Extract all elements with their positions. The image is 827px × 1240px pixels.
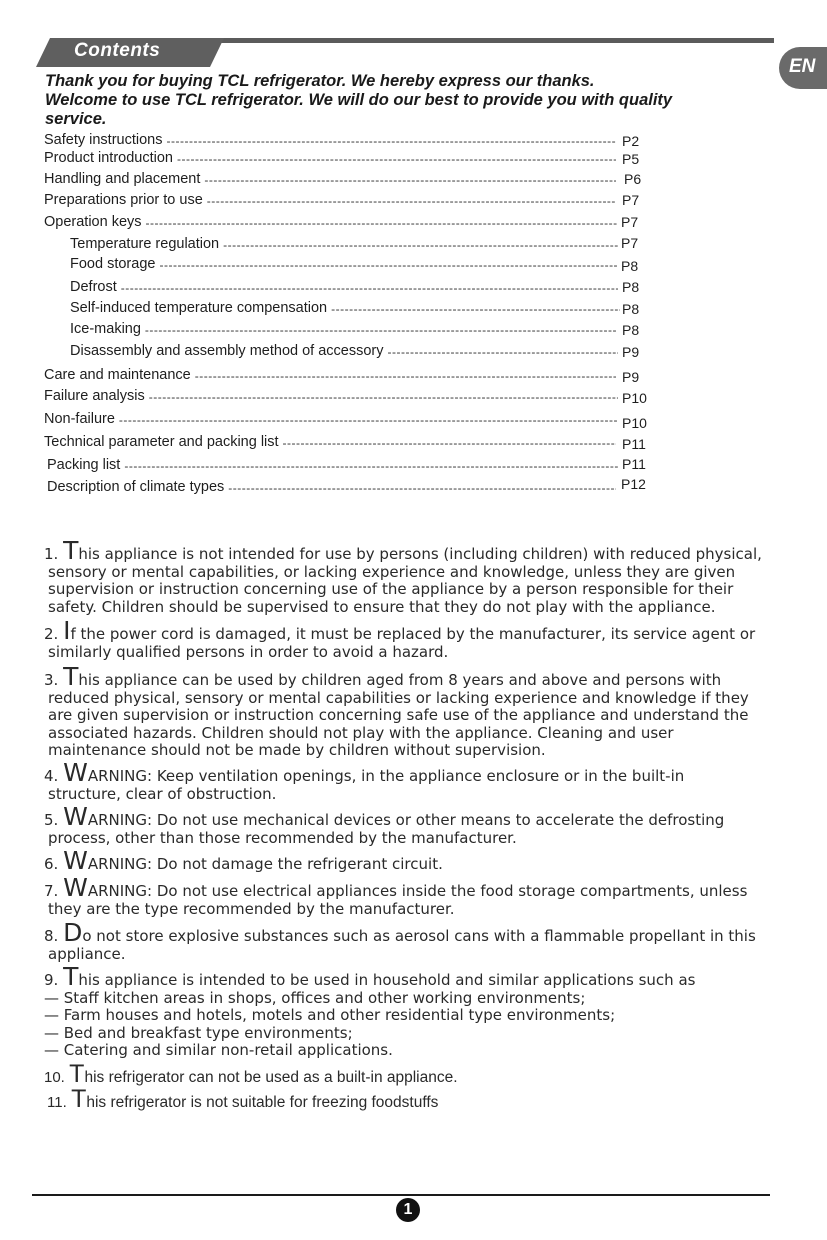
toc-label: Disassembly and assembly method of accessory xyxy=(70,343,384,359)
page-title: Contents xyxy=(74,40,161,61)
safety-item xyxy=(44,616,774,661)
toc-entry xyxy=(70,278,618,296)
safety-item xyxy=(44,758,774,803)
item-text: ARNING: Do not use mechanical devices or other means to accelerate the defrosting xyxy=(87,811,725,829)
toc-label: Defrost xyxy=(70,279,117,295)
toc-page: P2 xyxy=(622,133,640,149)
toc-leader xyxy=(124,458,618,474)
intro-line: service. xyxy=(45,110,107,128)
item-text: his appliance is not intended for use by persons (including children) with reduced physical, xyxy=(78,545,762,563)
toc-leader xyxy=(283,435,616,451)
list-item: — Staff kitchen areas in shops, offices and other working environments; xyxy=(44,988,586,1007)
toc-label: Product introduction xyxy=(44,150,173,166)
item-text: they are the type recommended by the manufacturer. xyxy=(48,899,455,918)
toc-entry xyxy=(70,235,618,253)
item-text: f the power cord is damaged, it must be replaced by the manufacturer, its service agent or xyxy=(70,625,756,643)
toc-leader xyxy=(223,237,618,253)
toc-leader xyxy=(228,480,616,496)
safety-item xyxy=(44,873,774,918)
toc-page: P10 xyxy=(622,415,647,431)
item-text: supervision or instruction concerning use of the appliance by a person responsible for their xyxy=(48,580,734,598)
toc-leader xyxy=(388,344,619,360)
item-text: are given supervision or instruction concerning safe use of the appliance and understand the xyxy=(48,706,749,724)
item-text: his refrigerator is not suitable for freezing foodstuffs xyxy=(86,1094,439,1111)
toc-leader xyxy=(331,301,620,317)
toc-page: P7 xyxy=(621,214,639,230)
toc-label: Description of climate types xyxy=(47,479,225,495)
item-text: appliance. xyxy=(48,944,126,963)
toc-label: Self-induced temperature compensation xyxy=(70,300,328,316)
item-number: 10. xyxy=(44,1069,65,1086)
toc-entry xyxy=(70,320,616,338)
toc-entry xyxy=(44,131,616,149)
item-text: his refrigerator can not be used as a built-in appliance. xyxy=(84,1069,458,1086)
toc-label: Temperature regulation xyxy=(70,236,220,252)
toc-page: P9 xyxy=(622,344,640,360)
toc-leader xyxy=(204,172,616,188)
safety-item xyxy=(44,662,774,760)
toc-label: Failure analysis xyxy=(44,388,145,404)
toc-page: P6 xyxy=(624,171,642,187)
toc-label: Handling and placement xyxy=(44,171,201,187)
list-item: — Catering and similar non-retail applications. xyxy=(44,1041,393,1059)
item-text: ARNING: Do not use electrical appliances inside the food storage compartments, unless xyxy=(87,882,748,900)
drop-cap: T xyxy=(63,536,79,565)
toc-entry xyxy=(44,387,618,405)
toc-label: Ice-making xyxy=(70,321,141,337)
item-number: 5. xyxy=(44,811,59,829)
drop-cap: W xyxy=(63,758,88,787)
toc-page: P10 xyxy=(622,390,647,406)
toc-page: P12 xyxy=(621,476,646,492)
toc-leader xyxy=(145,322,616,338)
item-number: 3. xyxy=(44,671,59,689)
toc-leader xyxy=(177,151,616,167)
toc-label: Technical parameter and packing list xyxy=(44,434,279,450)
item-text: reduced physical, sensory or mental capabilities or lacking experience and knowledge if they xyxy=(48,688,749,707)
drop-cap: T xyxy=(63,962,79,991)
drop-cap: W xyxy=(63,802,88,831)
toc-entry xyxy=(44,410,618,428)
toc-page: P7 xyxy=(621,235,639,251)
toc-page: P8 xyxy=(621,258,639,274)
toc-page: P8 xyxy=(622,279,640,295)
toc-entry xyxy=(44,149,616,167)
item-number: 6. xyxy=(44,855,59,873)
intro-line: Thank you for buying TCL refrigerator. We hereby express our thanks. xyxy=(45,72,595,90)
toc-page: P5 xyxy=(622,151,640,167)
drop-cap: T xyxy=(63,662,79,691)
list-item: — Bed and breakfast type environments; xyxy=(44,1023,353,1042)
toc-entry xyxy=(70,299,620,317)
toc-page: P9 xyxy=(622,369,640,385)
intro-line: Welcome to use TCL refrigerator. We will do our best to provide you with quality xyxy=(45,91,673,109)
toc-label: Operation keys xyxy=(44,214,142,230)
item-text: his appliance can be used by children aged from 8 years and above and persons with xyxy=(78,671,722,689)
safety-item xyxy=(44,536,774,616)
item-text: ARNING: Do not damage the refrigerant circuit. xyxy=(87,855,443,873)
toc-label: Non-failure xyxy=(44,411,115,427)
toc-leader xyxy=(121,280,618,296)
item-text: associated hazards. Children should not play with the appliance. Cleaning and user xyxy=(48,723,674,742)
toc-label: Food storage xyxy=(70,256,156,272)
intro-text xyxy=(45,72,765,129)
toc-leader xyxy=(166,133,616,149)
item-text: his appliance is intended to be used in household and similar applications such as xyxy=(78,971,696,989)
list-item: — Farm houses and hotels, motels and other residential type environments; xyxy=(44,1006,616,1024)
page-number-badge: 1 xyxy=(396,1198,420,1222)
drop-cap: W xyxy=(63,873,88,902)
drop-cap: D xyxy=(63,918,83,947)
toc-leader xyxy=(195,368,616,384)
toc-entry xyxy=(44,170,616,188)
drop-cap: T xyxy=(71,1085,87,1113)
toc-entry xyxy=(70,342,618,360)
item-number: 2. xyxy=(44,625,59,643)
header-rule xyxy=(200,38,774,43)
item-number: 9. xyxy=(44,971,59,989)
toc-entry xyxy=(44,213,618,231)
language-label: EN xyxy=(789,56,816,77)
footer-rule xyxy=(32,1194,770,1196)
item-text: o not store explosive substances such as aerosol cans with a flammable propellant in this xyxy=(82,927,756,945)
toc-label: Care and maintenance xyxy=(44,367,191,383)
item-text: similarly qualified persons in order to avoid a hazard. xyxy=(48,642,449,661)
toc-leader xyxy=(149,389,618,405)
toc-label: Packing list xyxy=(47,457,121,473)
toc-page: P8 xyxy=(622,301,640,317)
toc-leader xyxy=(207,193,616,209)
safety-item xyxy=(44,846,774,875)
toc-page: P7 xyxy=(622,192,640,208)
item-number: 7. xyxy=(44,882,59,900)
toc-page: P11 xyxy=(622,436,646,452)
toc-page: P11 xyxy=(622,456,646,472)
item-text: structure, clear of obstruction. xyxy=(48,784,277,803)
toc-entry xyxy=(44,433,616,451)
safety-item xyxy=(44,1060,774,1088)
item-number: 1. xyxy=(44,545,59,563)
toc-leader xyxy=(146,215,618,231)
toc-leader xyxy=(159,257,618,273)
toc-entry xyxy=(44,191,616,209)
drop-cap: W xyxy=(63,846,88,875)
toc-label: Preparations prior to use xyxy=(44,192,203,208)
drop-cap: I xyxy=(63,616,71,645)
safety-item xyxy=(44,918,774,963)
toc-entry xyxy=(47,478,616,496)
safety-item xyxy=(44,802,774,847)
item-number: 4. xyxy=(44,767,59,785)
toc-entry xyxy=(70,255,618,273)
safety-item xyxy=(47,1085,777,1113)
item-text: maintenance should not be made by children without supervision. xyxy=(48,741,546,759)
item-text: process, other than those recommended by the manufacturer. xyxy=(48,828,517,847)
item-number: 11. xyxy=(47,1094,67,1111)
toc-entry xyxy=(47,456,618,474)
item-number: 8. xyxy=(44,927,59,945)
safety-item xyxy=(44,962,774,1060)
toc-entry xyxy=(44,366,616,384)
toc-page: P8 xyxy=(622,322,640,338)
item-text: safety. Children should be supervised to ensure that they do not play with the appliance. xyxy=(48,597,716,616)
item-text: ARNING: Keep ventilation openings, in the appliance enclosure or in the built-in xyxy=(87,767,685,785)
item-text: sensory or mental capabilities, or lacking experience and knowledge, unless they are given xyxy=(48,562,736,581)
toc-label: Safety instructions xyxy=(44,132,163,148)
toc-leader xyxy=(119,412,618,428)
drop-cap: T xyxy=(69,1060,85,1088)
